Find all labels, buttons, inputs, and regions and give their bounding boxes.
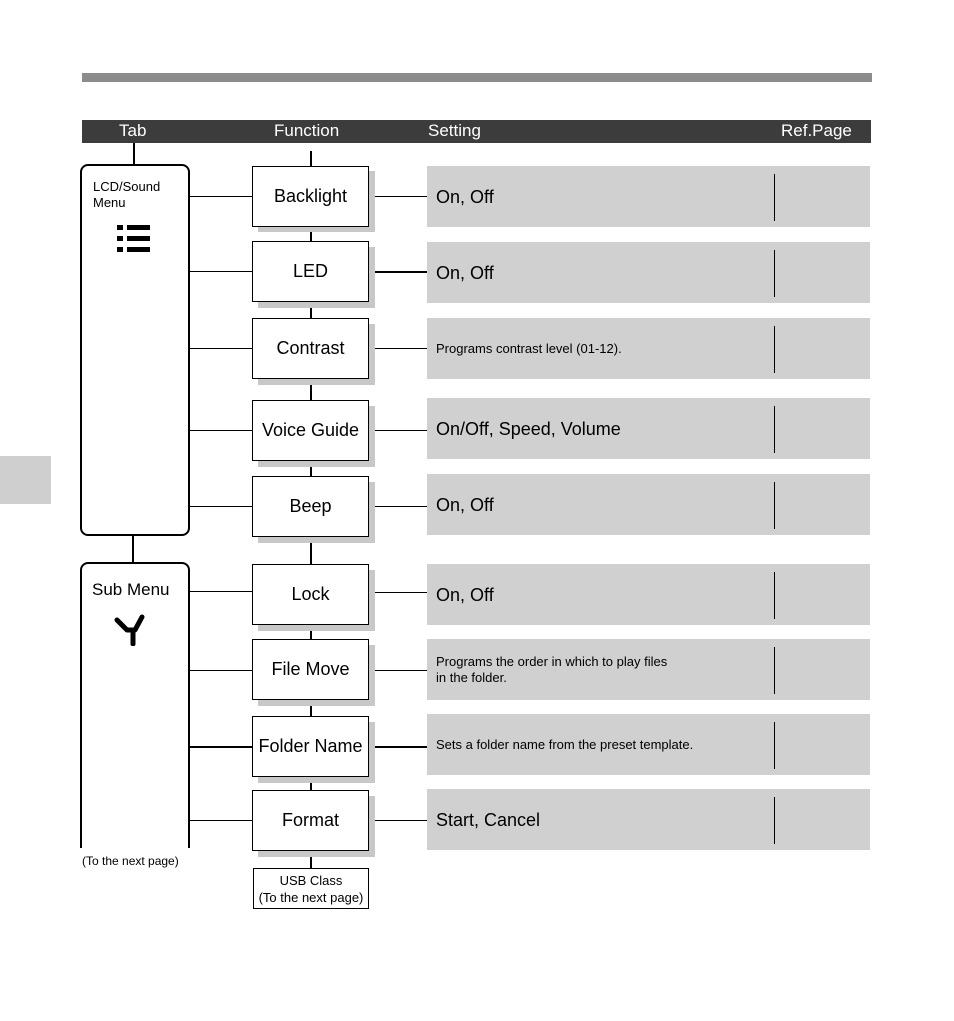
ref-page-divider xyxy=(774,797,775,844)
header-setting: Setting xyxy=(428,121,481,140)
setting-text: Programs contrast level (01-12). xyxy=(436,340,622,356)
tab-function-connector xyxy=(189,506,253,507)
tab-function-connector xyxy=(189,820,253,821)
function-setting-connector xyxy=(370,670,427,671)
function-setting-connector xyxy=(370,506,427,507)
setting-text: On, Off xyxy=(436,186,494,207)
setting-text: Programs the order in which to play files in the folder. xyxy=(436,653,668,685)
setting-row-led xyxy=(427,242,870,303)
ref-page-divider xyxy=(774,250,775,297)
function-connector xyxy=(310,151,312,167)
setting-row-contrast xyxy=(427,318,870,379)
function-setting-connector xyxy=(370,196,427,197)
tab-header-connector xyxy=(133,143,135,165)
function-usb-class-continued[interactable]: USB Class (To the next page) xyxy=(253,868,369,909)
tab-function-connector xyxy=(189,670,253,671)
tab-function-connector xyxy=(189,196,253,197)
function-setting-connector xyxy=(370,592,427,593)
function-file-move[interactable]: File Move xyxy=(252,639,369,700)
tab-function-connector xyxy=(189,348,253,349)
function-lock[interactable]: Lock xyxy=(252,564,369,625)
chapter-side-tab xyxy=(0,456,51,504)
setting-row-lock xyxy=(427,564,870,625)
ref-page-divider xyxy=(774,722,775,769)
setting-text: On/Off, Speed, Volume xyxy=(436,418,621,439)
ref-page-divider xyxy=(774,482,775,529)
function-setting-connector xyxy=(370,746,427,748)
function-setting-connector xyxy=(370,820,427,821)
setting-row-voice-guide xyxy=(427,398,870,459)
tab-lcd-sound-label: LCD/Sound Menu xyxy=(93,179,161,210)
ref-page-divider xyxy=(774,647,775,694)
wrench-icon xyxy=(114,610,146,646)
setting-row-file-move xyxy=(427,639,870,700)
setting-text: On, Off xyxy=(436,262,494,283)
setting-row-format xyxy=(427,789,870,850)
setting-text: Start, Cancel xyxy=(436,809,541,830)
list-menu-icon xyxy=(117,223,153,255)
function-folder-name[interactable]: Folder Name xyxy=(252,716,369,777)
setting-row-beep xyxy=(427,474,870,535)
function-format[interactable]: Format xyxy=(252,790,369,851)
setting-row-backlight xyxy=(427,166,870,227)
function-setting-connector xyxy=(370,430,427,431)
tab-function-connector xyxy=(189,271,253,272)
tab-sub-menu[interactable] xyxy=(80,562,190,848)
tab-function-connector xyxy=(189,430,253,431)
setting-text: On, Off xyxy=(436,584,494,605)
ref-page-divider xyxy=(774,572,775,619)
top-rule xyxy=(82,73,872,82)
tab-function-connector xyxy=(189,591,253,592)
ref-page-divider xyxy=(774,406,775,453)
function-led[interactable]: LED xyxy=(252,241,369,302)
setting-text: Sets a folder name from the preset template. xyxy=(436,736,694,752)
tab-continuation-note: (To the next page) xyxy=(82,854,179,868)
function-contrast[interactable]: Contrast xyxy=(252,318,369,379)
function-voice-guide[interactable]: Voice Guide xyxy=(252,400,369,461)
header-function: Function xyxy=(274,121,340,140)
header-tab: Tab xyxy=(119,121,147,140)
ref-page-divider xyxy=(774,326,775,373)
tab-link-connector xyxy=(132,535,134,563)
function-beep[interactable]: Beep xyxy=(252,476,369,537)
tab-function-connector xyxy=(189,746,253,748)
tab-sub-menu-label: Sub Menu xyxy=(92,580,170,599)
function-setting-connector xyxy=(370,271,427,273)
ref-page-divider xyxy=(774,174,775,221)
function-setting-connector xyxy=(370,348,427,349)
function-backlight[interactable]: Backlight xyxy=(252,166,369,227)
header-ref-page: Ref.Page xyxy=(781,121,852,140)
setting-text: On, Off xyxy=(436,494,494,515)
setting-row-folder-name xyxy=(427,714,870,775)
tab-lcd-sound-menu[interactable] xyxy=(80,164,190,536)
